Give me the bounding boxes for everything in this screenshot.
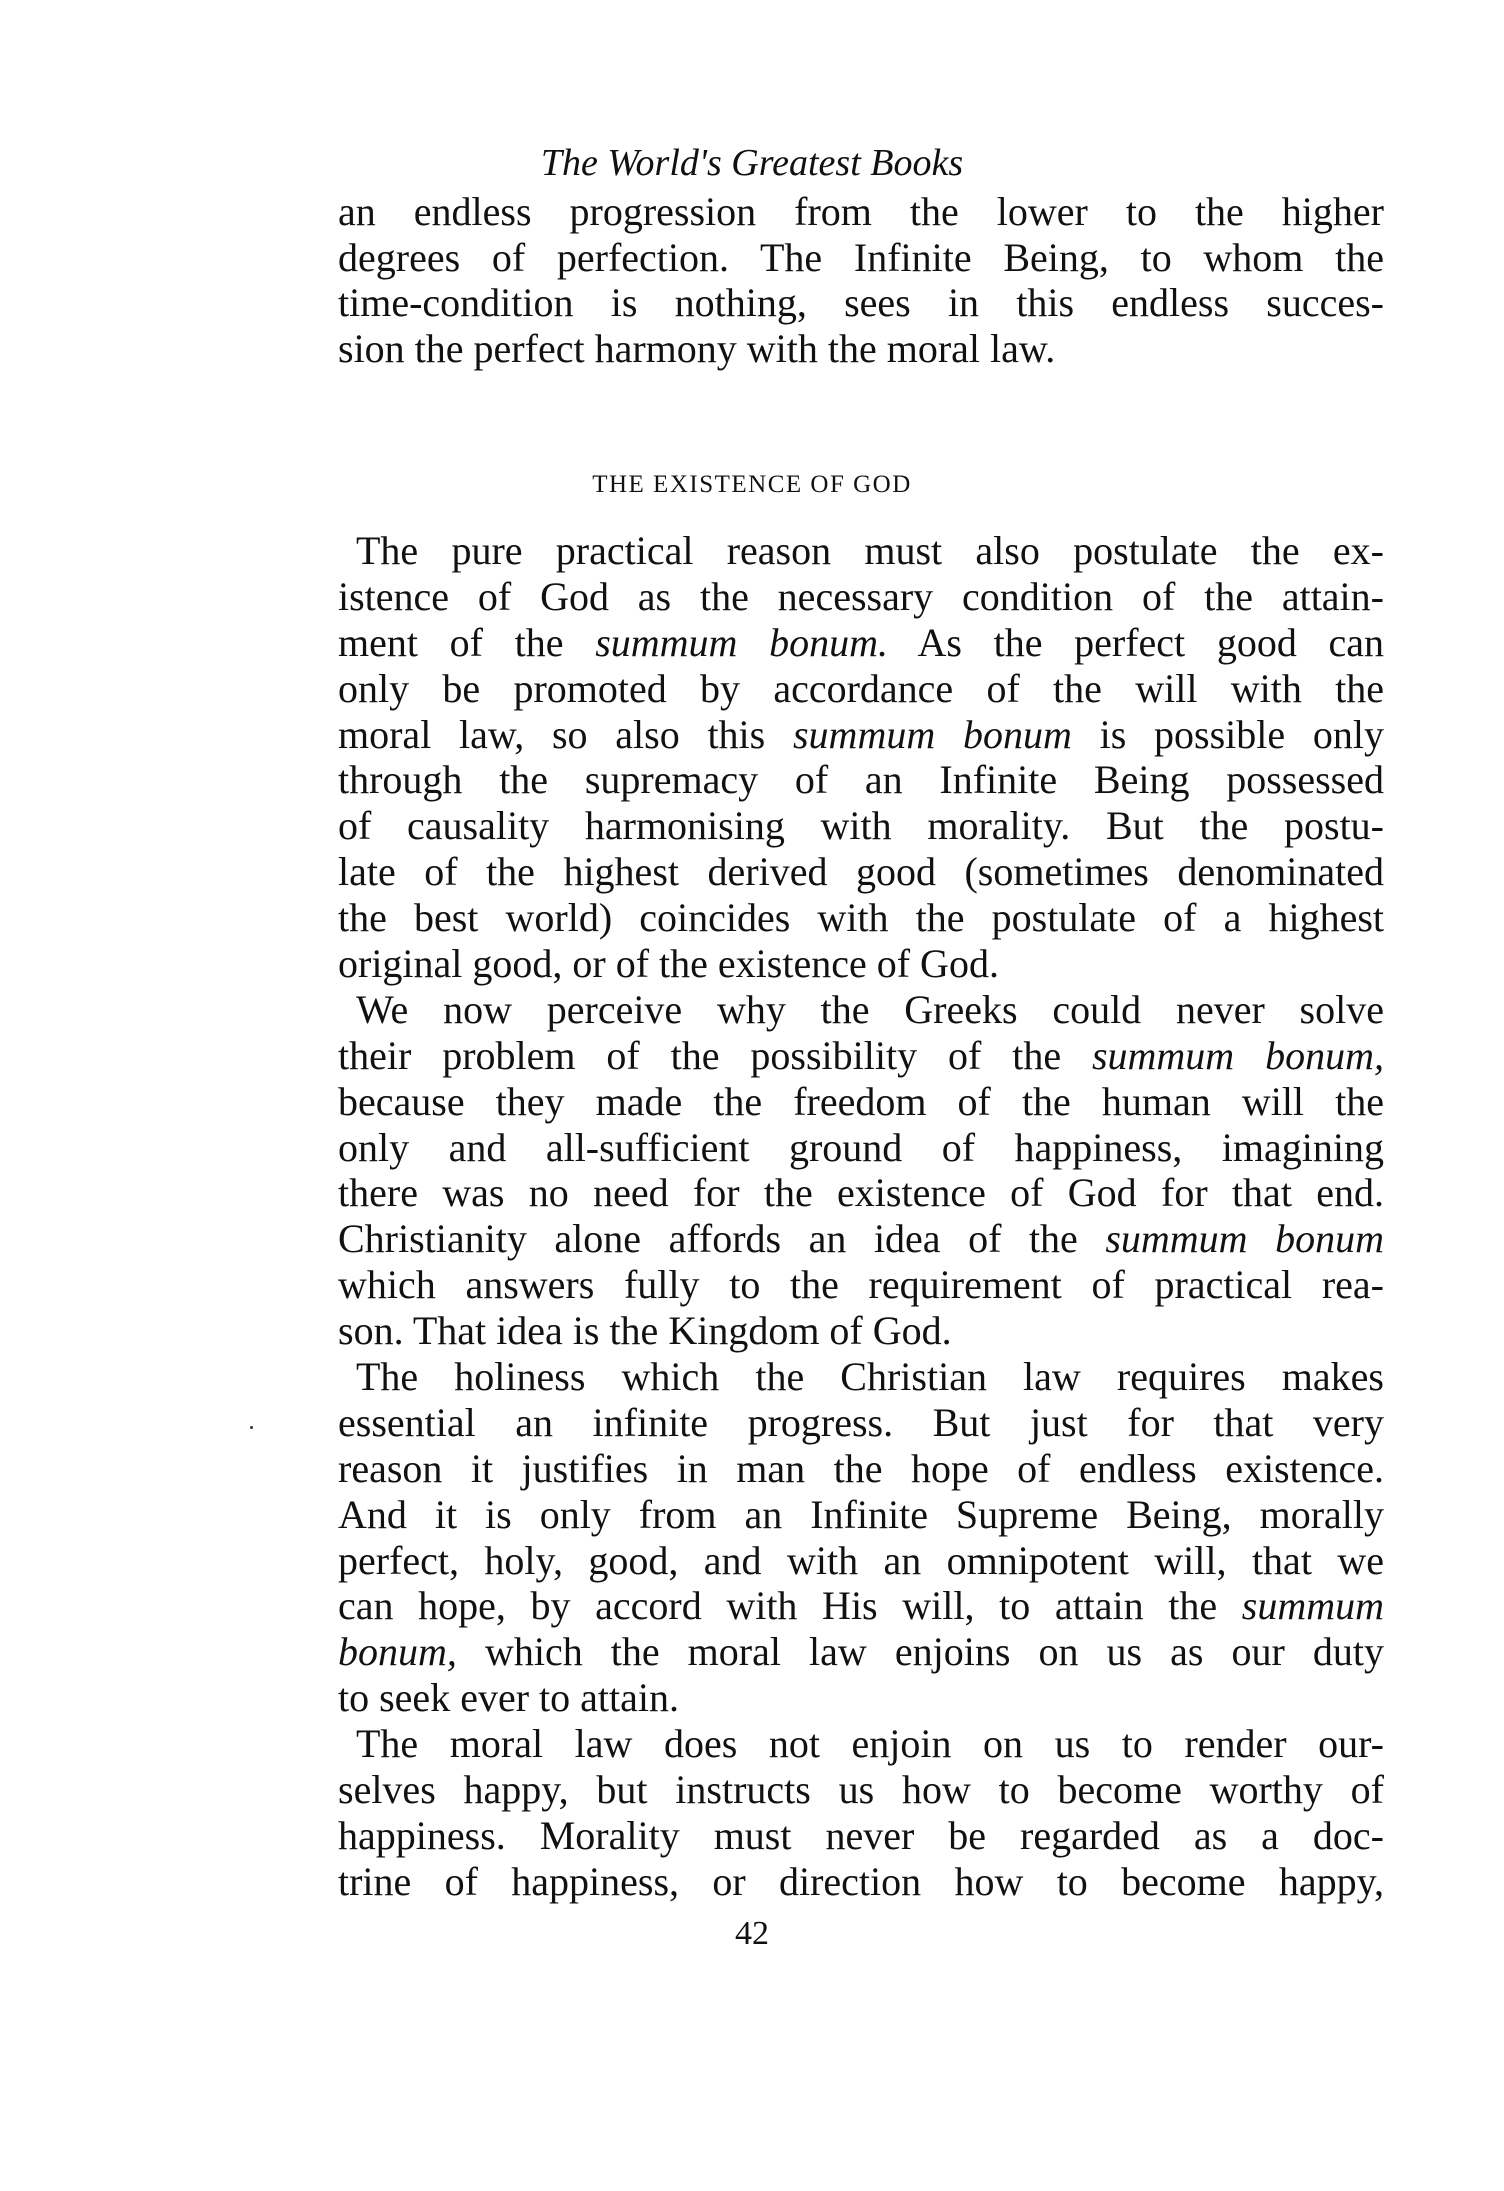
text-run: perfect, holy, good, and with an omnipotent will, that we [338,1537,1384,1583]
text-run: through the supremacy of an Infinite Being possessed [338,757,1384,803]
text-line [338,1583,1384,1629]
text-line [338,1170,1384,1216]
text-line [338,849,1384,895]
text-run: istence of God as the necessary condition of the attain- [338,573,1384,619]
text-run: And it is only from an Infinite Supreme Being, morally [338,1491,1384,1537]
text-run: which answers fully to the requirement of practical rea- [338,1262,1384,1308]
text-line [338,280,1384,326]
section-body [338,528,1384,1905]
text-run: trine of happiness, or direction how to become happy, [338,1858,1384,1904]
text-run: Christianity alone affords an idea of the [338,1216,1106,1262]
text-line [338,803,1384,849]
text-run: there was no need for the existence of God for that end. [338,1170,1384,1216]
text-line [338,235,1384,281]
text-line [338,1538,1384,1584]
text-line [338,1721,1384,1767]
text-run: the best world) coincides with the postulate of a highest [338,895,1384,941]
text-line [338,1675,1384,1721]
text-line [338,1216,1384,1262]
margin-speck [250,1426,253,1429]
text-line [338,1813,1384,1859]
text-run: can hope, by accord with His will, to attain the [338,1583,1242,1629]
text-line [338,1125,1384,1171]
italic-phrase: bonum, [338,1629,457,1675]
text-line [338,987,1384,1033]
page-number: 42 [735,1915,769,1952]
text-line [338,1492,1384,1538]
text-run: happiness. Morality must never be regarded as a doc- [338,1812,1384,1858]
text-run: an endless progression from the lower to the higher [338,189,1384,234]
text-run: reason it justifies in man the hope of endless existence. [338,1445,1384,1491]
text-line [338,1354,1384,1400]
text-run: moral law, so also this [338,711,793,757]
text-run: their problem of the possibility of the [338,1032,1092,1078]
italic-phrase: summum bonum [792,711,1072,757]
text-line [338,528,1384,574]
text-line [338,1767,1384,1813]
text-line [338,1629,1384,1675]
text-run: is possible only [1071,711,1385,757]
text-line [338,620,1384,666]
running-header: The World's Greatest Books [540,142,964,184]
text-line [338,574,1384,620]
text-run: We now perceive why the Greeks could never solve [356,986,1384,1032]
text-line [338,895,1384,941]
text-run: selves happy, but instructs us how to become worthy of [338,1767,1384,1813]
text-line [338,1400,1384,1446]
italic-phrase: summum bonum [1105,1216,1384,1262]
paragraph-continuation [338,189,1384,371]
text-run: sion the perfect harmony with the moral law. [338,325,1056,371]
text-line [338,189,1384,235]
text-run: The moral law does not enjoin on us to render our- [356,1721,1384,1767]
text-line [338,941,1384,987]
text-run: to seek ever to attain. [338,1675,679,1721]
text-run: As the perfect good can [888,619,1385,665]
text-run: late of the highest derived good (sometimes denominated [338,849,1384,895]
text-line [338,1859,1384,1905]
text-run: essential an infinite progress. But just for that very [338,1399,1384,1445]
text-line [338,1308,1384,1354]
text-line [338,712,1384,758]
text-line [338,1262,1384,1308]
text-run: only be promoted by accordance of the will with the [338,665,1384,711]
italic-phrase: summum bonum. [595,619,888,665]
text-run: degrees of perfection. The Infinite Being, to whom the [338,234,1384,280]
text-run: time-condition is nothing, sees in this endless succes- [338,280,1384,325]
text-run: because they made the freedom of the human will the [338,1078,1384,1124]
text-run: original good, or of the existence of God. [338,941,999,987]
text-line [338,1079,1384,1125]
text-run: which the moral law enjoins on us as our duty [456,1629,1384,1675]
text-line [338,1446,1384,1492]
text-line [338,757,1384,803]
text-run: only and all-sufficient ground of happiness, imagining [338,1124,1384,1170]
text-line [338,326,1384,372]
text-line [338,1033,1384,1079]
section-heading: THE EXISTENCE OF GOD [592,471,912,498]
text-run: son. That idea is the Kingdom of God. [338,1308,952,1354]
italic-phrase: summum bonum, [1091,1032,1384,1078]
text-line [338,666,1384,712]
text-run: The holiness which the Christian law requires makes [356,1354,1384,1400]
text-run: of causality harmonising with morality. But the postu- [338,803,1384,849]
italic-phrase: summum [1241,1583,1384,1629]
text-run: The pure practical reason must also postulate the ex- [356,528,1384,573]
text-run: ment of the [338,619,596,665]
